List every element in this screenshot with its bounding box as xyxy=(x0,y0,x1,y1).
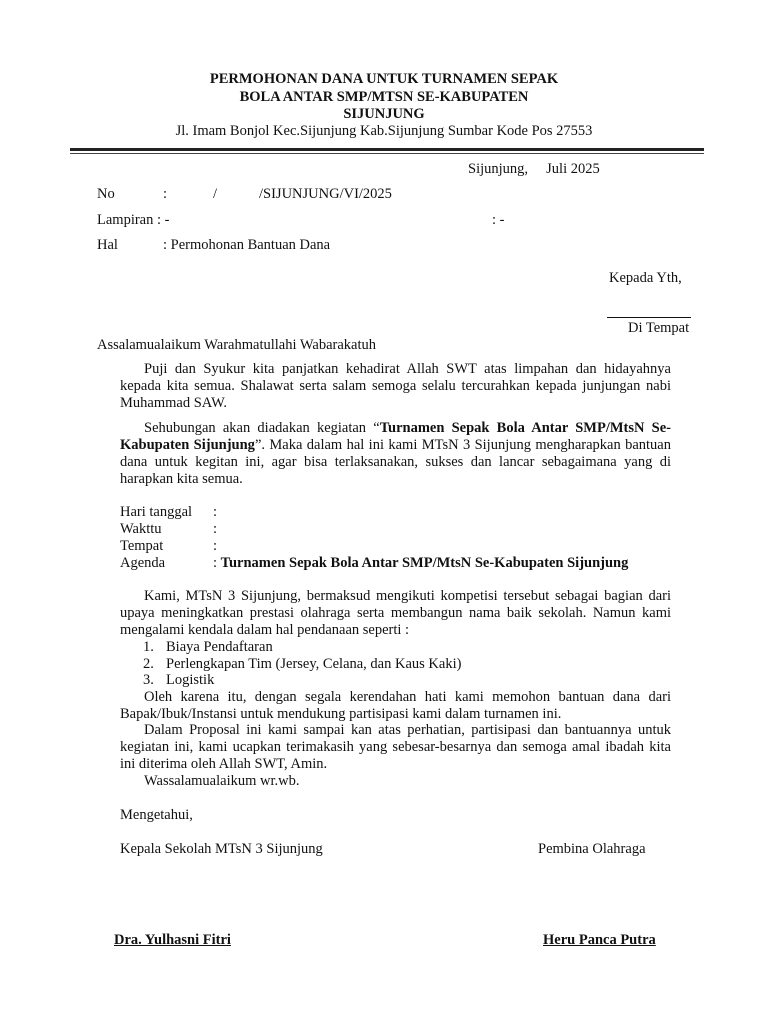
list-item-number: 3. xyxy=(143,672,154,688)
signatory-left-name: Dra. Yulhasni Fitri xyxy=(114,932,231,948)
header-divider-thin xyxy=(70,153,704,154)
list-item-text: Biaya Pendaftaran xyxy=(166,639,273,655)
closing-salutation: Wassalamualaikum wr.wb. xyxy=(144,773,300,789)
letter-address: Jl. Imam Bonjol Kec.Sijunjung Kab.Sijunjung Sumbar Kode Pos 27553 xyxy=(175,123,593,139)
recipient-kepada: Kepada Yth, xyxy=(609,270,682,286)
list-item-text: Perlengkapan Tim (Jersey, Celana, dan Kaus Kaki) xyxy=(166,656,462,672)
schedule-place-label: Tempat xyxy=(120,538,164,554)
list-item-text: Logistik xyxy=(166,672,215,688)
letter-title-line-3: SIJUNJUNG xyxy=(343,106,425,122)
place-date: Sijunjung, Juli 2025 xyxy=(468,161,600,177)
signatory-right-name: Heru Panca Putra xyxy=(543,932,656,948)
paragraph-event: Sehubungan akan diadakan kegiatan “Turnamen Sepak Bola Antar SMP/MtsN Se-Kabupaten Sijunjung”. Maka dalam hal ini kami MTsN 3 Sijunjung mengharapkan bantuan dana untuk kegitan ini, agar bisa terlaksanakan, sukses dan lancar sebagaimana yang di harapkan kita semua. xyxy=(120,420,671,487)
list-item-number: 2. xyxy=(143,656,154,672)
recipient-location: Di Tempat xyxy=(628,320,690,336)
subject-label: Hal xyxy=(97,237,118,253)
paragraph-purpose: Kami, MTsN 3 Sijunjung, bermaksud mengikuti kompetisi tersebut sebagai bagian dari upaya meningkatkan prestasi olahraga serta membangun nama baik sekolah. Namun kami mengalami kendala dalam hal pendanaan seperti : xyxy=(120,588,671,638)
schedule-agenda: : Turnamen Sepak Bola Antar SMP/MtsN Se-Kabupaten Sijunjung xyxy=(213,555,629,571)
attachment-line: Lampiran : - xyxy=(97,212,170,228)
schedule-place-colon: : xyxy=(213,538,218,554)
number-value: /SIJUNJUNG/VI/2025 xyxy=(259,186,392,202)
paragraph-request: Oleh karena itu, dengan segala kerendahan hati kami memohon bantuan dana dari Bapak/Ibuk/Instansi untuk mendukung partisipasi kami dalam turnamen ini. xyxy=(120,689,671,722)
attachment-right: : - xyxy=(492,212,505,228)
recipient-name-line xyxy=(607,317,691,318)
schedule-date-colon: : xyxy=(213,504,218,520)
schedule-time-colon: : xyxy=(213,521,218,537)
schedule-agenda-value: Turnamen Sepak Bola Antar SMP/MtsN Se-Kabupaten Sijunjung xyxy=(220,555,629,571)
schedule-agenda-label: Agenda xyxy=(120,555,166,571)
letter-title-line-2: BOLA ANTAR SMP/MTSN SE-KABUPATEN xyxy=(239,89,529,105)
header-divider-thick xyxy=(70,148,704,151)
acknowledged-label: Mengetahui, xyxy=(120,807,193,823)
event-name: Turnamen Sepak Bola Antar SMP/MtsN Se-Kabupaten Sijunjung xyxy=(120,420,671,453)
greeting: Assalamualaikum Warahmatullahi Wabarakatuh xyxy=(97,337,376,353)
signatory-right-title: Pembina Olahraga xyxy=(538,841,646,857)
list-item-number: 1. xyxy=(143,639,154,655)
number-colon: : xyxy=(163,186,168,202)
subject-value: : Permohonan Bantuan Dana xyxy=(163,237,331,253)
signatory-left-title: Kepala Sekolah MTsN 3 Sijunjung xyxy=(120,841,323,857)
letter-title-line-1: PERMOHONAN DANA UNTUK TURNAMEN SEPAK xyxy=(209,71,559,87)
schedule-time-label: Wakttu xyxy=(120,521,162,537)
paragraph-opening: Puji dan Syukur kita panjatkan kehadirat Allah SWT atas limpahan dan hidayahnya kepada kita semua. Shalawat serta salam semoga selalu tercurahkan kepada junjungan nabi Muhammad SAW. xyxy=(120,361,671,411)
schedule-date-label: Hari tanggal xyxy=(120,504,193,520)
number-label: No xyxy=(97,186,115,202)
paragraph-thanks: Dalam Proposal ini kami sampai kan atas perhatian, partisipasi dan bantuannya untuk kegiatan ini, kami ucapkan terimakasih yang sebesar-besarnya dan semoga amal ibadah kita ini diterima oleh Allah SWT, Amin. xyxy=(120,722,671,772)
number-slash: / xyxy=(213,186,218,202)
